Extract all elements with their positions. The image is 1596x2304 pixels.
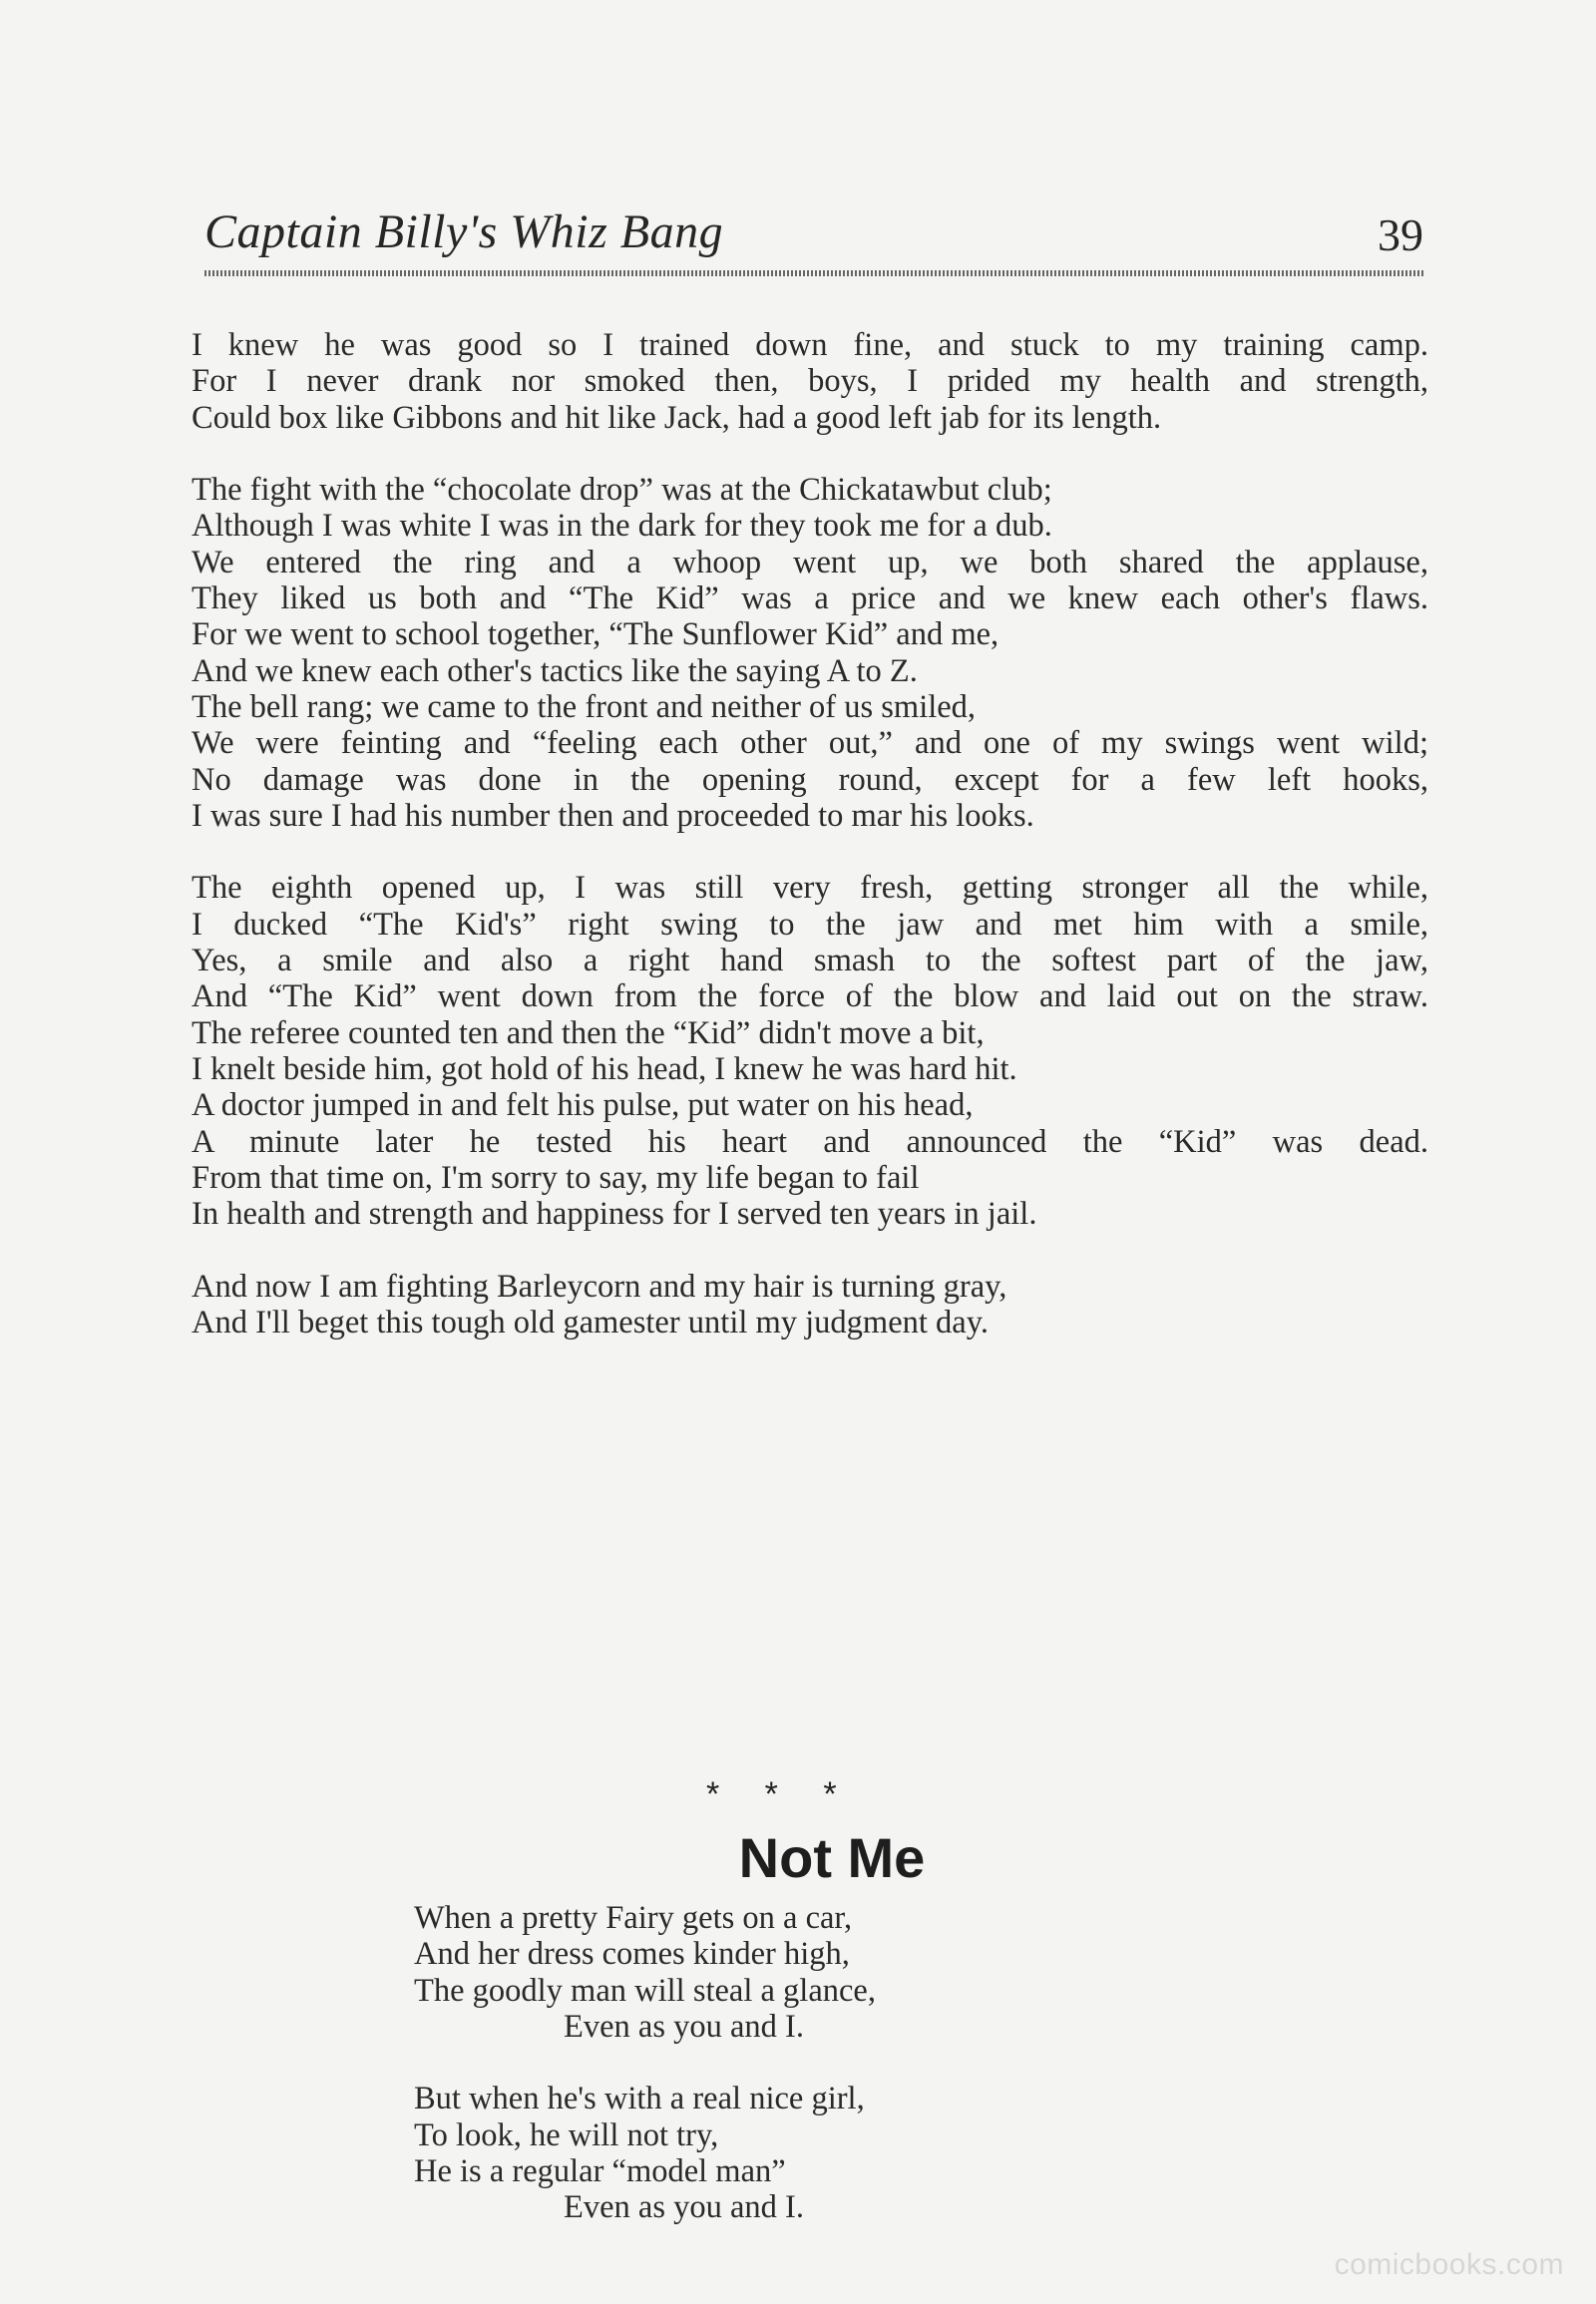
watermark: comicbooks.com bbox=[1334, 2248, 1564, 2281]
poem-line: For I never drank nor smoked then, boys, I prided my health and strength, bbox=[192, 363, 1428, 400]
page-header bbox=[204, 204, 1423, 274]
poem-line: A minute later he tested his heart and announced the “Kid” was dead. bbox=[192, 1123, 1428, 1160]
poem-line: I knelt beside him, got hold of his head, I knew he was hard hit. bbox=[192, 1050, 1017, 1087]
poem-line: The goodly man will steal a glance, bbox=[414, 1972, 876, 2009]
poem-line: But when he's with a real nice girl, bbox=[414, 2081, 865, 2117]
poem-line: The eighth opened up, I was still very fresh, getting stronger all the while, bbox=[192, 870, 1428, 907]
poem-line: He is a regular “model man” bbox=[414, 2153, 786, 2190]
poem-line: Although I was white I was in the dark for they took me for a dub. bbox=[192, 508, 1052, 545]
stanza bbox=[414, 2081, 1112, 2225]
poem-line: Even as you and I. bbox=[564, 2008, 804, 2045]
section-separator: * * * bbox=[706, 1775, 837, 1813]
poem-line: I was sure I had his number then and proceeded to mar his looks. bbox=[192, 797, 1034, 834]
poem-line: And we knew each other's tactics like the saying A to Z. bbox=[192, 652, 918, 689]
poem-line: They liked us both and “The Kid” was a price and we knew each other's flaws. bbox=[192, 580, 1428, 617]
poem-line: I ducked “The Kid's” right swing to the jaw and met him with a smile, bbox=[192, 906, 1428, 943]
poem-line: In health and strength and happiness for I served ten years in jail. bbox=[192, 1196, 1037, 1233]
stanza bbox=[414, 1900, 1112, 2045]
poem-line: We entered the ring and a whoop went up, we both shared the applause, bbox=[192, 544, 1428, 580]
poem-line: No damage was done in the opening round, except for a few left hooks, bbox=[192, 761, 1428, 798]
page-number: 39 bbox=[1378, 209, 1423, 260]
poem-line: The referee counted ten and then the “Kid” didn't move a bit, bbox=[192, 1014, 985, 1051]
poem-line: When a pretty Fairy gets on a car, bbox=[414, 1900, 853, 1936]
poem-line: A doctor jumped in and felt his pulse, put water on his head, bbox=[192, 1087, 974, 1124]
stanza bbox=[192, 327, 1428, 436]
poem-line: And I'll beget this tough old gamester until my judgment day. bbox=[192, 1305, 989, 1342]
poem-title: Not Me bbox=[738, 1826, 926, 1889]
poem-line: I knew he was good so I trained down fine, and stuck to my training camp. bbox=[192, 327, 1428, 363]
poem-line: From that time on, I'm sorry to say, my life began to fail bbox=[192, 1159, 920, 1196]
poem-line: And her dress comes kinder high, bbox=[414, 1936, 850, 1973]
poem-line: The bell rang; we came to the front and neither of us smiled, bbox=[192, 688, 977, 725]
poem-body bbox=[192, 327, 1428, 1377]
poem-line: Yes, a smile and also a right hand smash to the softest part of the jaw, bbox=[192, 943, 1428, 979]
poem-line: Even as you and I. bbox=[564, 2189, 804, 2226]
poem-line: And “The Kid” went down from the force of the blow and laid out on the straw. bbox=[192, 978, 1428, 1015]
short-poem-body bbox=[414, 1900, 1112, 2262]
running-title: Captain Billy's Whiz Bang bbox=[204, 205, 724, 258]
poem-line: The fight with the “chocolate drop” was at the Chickatawbut club; bbox=[192, 472, 1052, 509]
poem-line: For we went to school together, “The Sunflower Kid” and me, bbox=[192, 616, 999, 653]
poem-line: We were feinting and “feeling each other out,” and one of my swings went wild; bbox=[192, 725, 1428, 762]
header-rule bbox=[204, 270, 1423, 276]
poem-line: To look, he will not try, bbox=[414, 2116, 719, 2153]
stanza bbox=[192, 1269, 1428, 1342]
stanza bbox=[192, 472, 1428, 834]
poem-line: And now I am fighting Barleycorn and my hair is turning gray, bbox=[192, 1268, 1007, 1305]
stanza bbox=[192, 870, 1428, 1232]
poem-line: Could box like Gibbons and hit like Jack, had a good left jab for its length. bbox=[192, 399, 1162, 436]
